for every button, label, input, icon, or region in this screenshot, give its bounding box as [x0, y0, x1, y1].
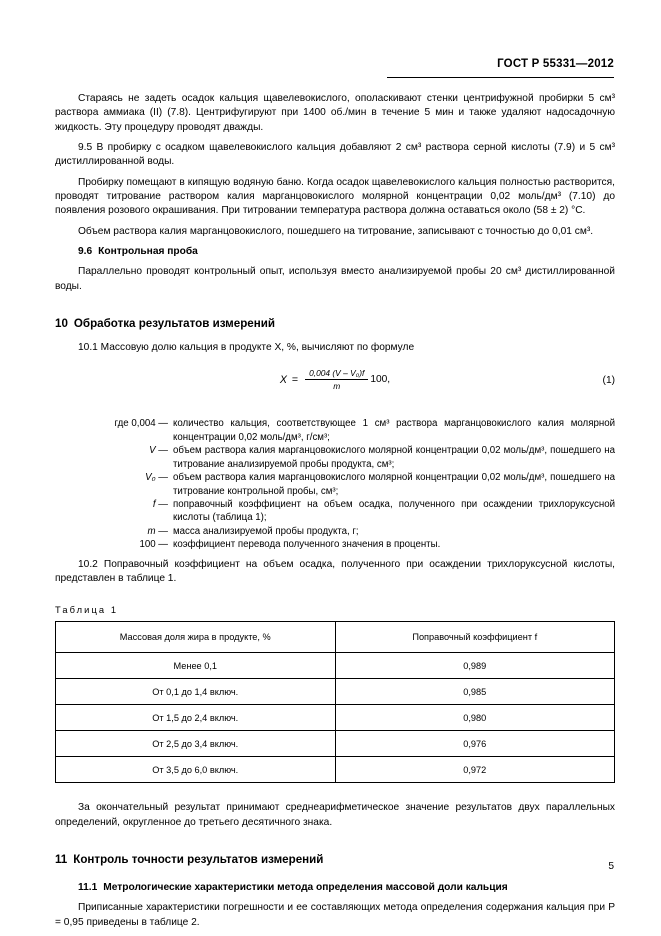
header-divider-rule: [387, 77, 614, 78]
definition-symbol-text: m —: [147, 525, 168, 537]
table-cell-range: Менее 0,1: [56, 653, 336, 679]
definition-row: [55, 498, 615, 525]
paragraph-clause-9-5: [55, 141, 615, 170]
paragraph-clause-10-2: [55, 558, 615, 587]
formula-expression: [55, 368, 615, 391]
heading-section-10-text: Обработка результатов измерений: [73, 317, 275, 331]
definition-symbol-text: f —: [152, 498, 168, 510]
page-number: 5: [608, 861, 614, 872]
table-column-header-correction-factor: [335, 622, 615, 653]
heading-9-6-number: 9.6: [78, 246, 93, 258]
definition-description: объем раствора калия марганцовокислого молярной концентрации 0,02 моль/дм³, пошедшего на титрование контрольной пробы, см³;: [173, 472, 615, 497]
heading-9-6-text: Контрольная проба: [98, 246, 198, 258]
where-label: где: [114, 418, 129, 430]
paragraph-text: Приписанные характеристики погрешности и ее составляющих метода определения содержания кальция при P = 0,95 приведены в таблице 2.: [55, 902, 615, 928]
heading-section-11: [55, 852, 615, 867]
paragraph-control-sample: [55, 265, 615, 294]
paragraph-titration: [55, 176, 615, 219]
table-cell-factor: 0,985: [335, 679, 615, 705]
formula-numerator: 0,004 (V – V₀)f: [309, 368, 365, 379]
heading-section-11-number: 11: [55, 852, 68, 866]
formula-definition-list: [55, 417, 615, 551]
definition-row: [55, 471, 615, 498]
spacer: [55, 294, 615, 316]
heading-11-1: [55, 881, 615, 895]
table-cell-factor: 0,980: [335, 705, 615, 731]
table-1-caption: Таблица 1: [55, 605, 119, 616]
paragraph-text: Объем раствора калия марганцовокислого, пошедшего на титрование, записывают с точностью до 0,01 см³.: [78, 225, 594, 237]
definition-symbol-text: V₀ —: [145, 472, 168, 484]
formula-fraction: [305, 368, 368, 391]
paragraph-final-result: [55, 801, 615, 830]
table-cell-factor: 0,989: [335, 653, 615, 679]
table-row: [56, 731, 615, 757]
spacer: [55, 783, 615, 801]
definition-symbol: 0,004 —: [131, 418, 168, 430]
definition-symbol: [55, 525, 173, 538]
page-header: [55, 58, 614, 82]
table-cell-factor: 0,972: [335, 757, 615, 783]
definition-row: [55, 444, 615, 471]
table-column-header-text: Поправочный коэффициент f: [412, 632, 538, 643]
heading-11-1-number: 11.1: [78, 881, 98, 893]
table-cell-range: От 1,5 до 2,4 включ.: [56, 705, 336, 731]
paragraph-rinse-procedure: [55, 92, 615, 135]
paragraph-volume-record: [55, 225, 615, 239]
heading-section-10: [55, 316, 615, 331]
definition-description: коэффициент перевода полученного значения в проценты.: [173, 539, 441, 551]
formula-equation-number: (1): [602, 375, 615, 387]
definition-row: [55, 525, 615, 538]
formula-left-hand-side: X: [279, 373, 287, 386]
heading-section-11-text: Контроль точности результатов измерений: [73, 852, 324, 866]
definition-description: объем раствора калия марганцовокислого молярной концентрации 0,02 моль/дм³, пошедшего на титрование анализируемой пробы продукта, см³;: [173, 445, 615, 470]
definition-description: масса анализируемой пробы продукта, г;: [173, 525, 359, 537]
definition-description: поправочный коэффициент на объем осадка, полученного при осаждении трихлоруксусной кислоты (таблица 1);: [173, 498, 615, 524]
table-cell-factor: 0,976: [335, 731, 615, 757]
table-row: [56, 705, 615, 731]
definition-term: [55, 417, 173, 430]
table-header: [56, 622, 615, 653]
definition-description: количество кальция, соответствующее 1 см³ раствора марганцовокислого калия молярной концентрации 0,02 моль/дм³, г/см³;: [173, 418, 615, 443]
paragraph-text: Параллельно проводят контрольный опыт, используя вместо анализируемой пробы 20 см³ дистиллированной воды.: [55, 266, 615, 292]
standard-number-title: ГОСТ Р 55331—2012: [497, 58, 614, 70]
table-cell-range: От 2,5 до 3,4 включ.: [56, 731, 336, 757]
spacer: [55, 867, 615, 881]
heading-11-1-text: Метрологические характеристики метода определения массовой доли кальция: [103, 881, 508, 893]
table-row: [56, 757, 615, 783]
table-header-row: [56, 622, 615, 653]
definition-row: [55, 538, 615, 551]
paragraph-text: За окончательный результат принимают среднеарифметическое значение результатов двух параллельных определений, округленное до третьего десятичного знака.: [55, 802, 615, 828]
table-correction-factors: [55, 621, 615, 783]
paragraph-text: 9.5 В пробирку с осадком щавелевокислого кальция добавляют 2 см³ раствора серной кислоты (7.9) и 5 см³ дистиллированной воды.: [55, 142, 615, 168]
definition-symbol-text: V —: [149, 445, 168, 457]
table-body: [56, 653, 615, 783]
table-row: [56, 653, 615, 679]
paragraph-text: Пробирку помещают в кипящую водяную баню. Когда осадок щавелевокислого кальция полностью растворится, проводят титрование раствором калия марганцовокислого молярной концентрации 0,02 моль/дм³ (7.10) до появления розового окрашивания. При титровании температура раствора должна оставаться около (58 ± 2) °С.: [55, 176, 615, 217]
table-cell-range: От 3,5 до 6,0 включ.: [56, 757, 336, 783]
definition-symbol: [55, 444, 173, 457]
paragraph-text: Стараясь не задеть осадок кальция щавелевокислого, ополаскивают стенки центрифужной пробирки 5 см³ раствора аммиака (II) (7.8). Центрифугируют при 1400 об./мин в течение 5 мин и также удаляют надосадочную жидкость. Эту процедуру проводят дважды.: [55, 93, 615, 133]
table-column-header-fat-fraction: Массовая доля жира в продукте, %: [56, 622, 336, 653]
formula-equals-sign: =: [291, 373, 299, 386]
heading-section-10-number: 10: [55, 317, 68, 331]
spacer: [55, 830, 615, 852]
formula-block: [55, 366, 615, 406]
definition-symbol: [55, 498, 173, 511]
table-cell-range: От 0,1 до 1,4 включ.: [56, 679, 336, 705]
paragraph-clause-11-1-body: [55, 901, 615, 930]
definition-symbol: 100 —: [139, 539, 168, 551]
spacer: [55, 331, 615, 341]
table-row: [56, 679, 615, 705]
definition-symbol: [55, 471, 173, 484]
paragraph-text: 10.2 Поправочный коэффициент на объем осадка, полученного при осаждении трихлоруксусной кислоты, представлен в таблице 1.: [55, 558, 615, 584]
definition-row: [55, 417, 615, 444]
page-content: [55, 92, 615, 930]
formula-denominator: m: [333, 381, 341, 392]
heading-9-6: [55, 245, 615, 259]
formula-multiplier: 100,: [370, 374, 391, 386]
paragraph-text: 10.1 Массовую долю кальция в продукте X, %, вычисляют по формуле: [78, 342, 415, 354]
paragraph-clause-10-1: [55, 341, 615, 355]
